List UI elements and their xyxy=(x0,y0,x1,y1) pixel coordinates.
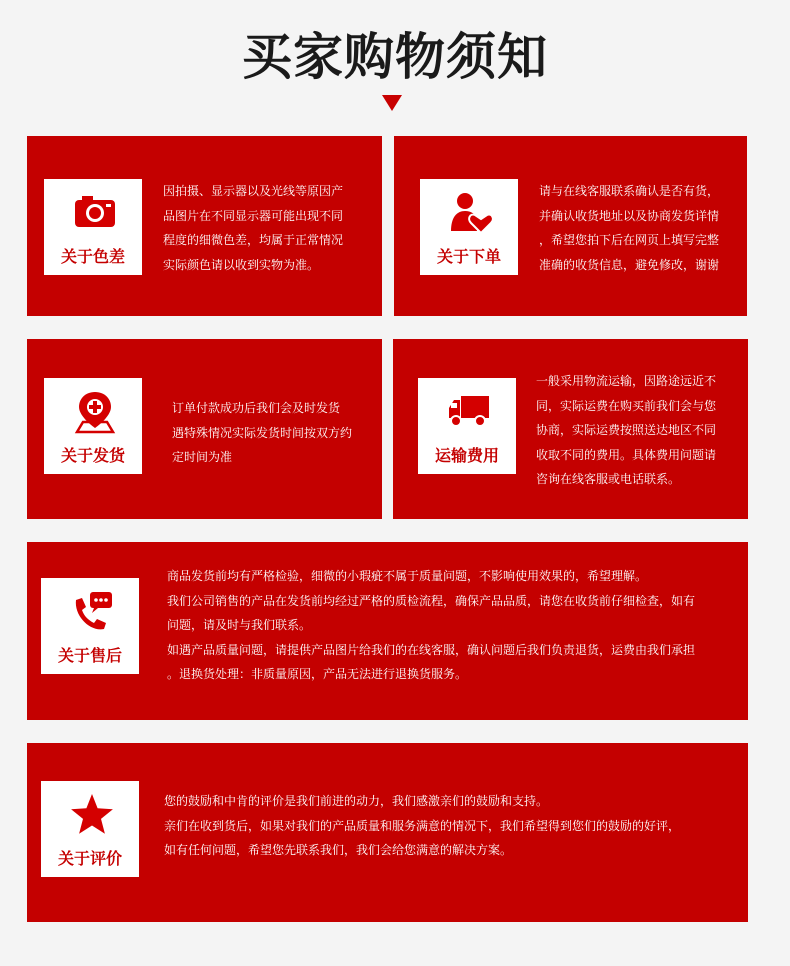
text-line: 。退换货处理：非质量原因，产品无法进行退换货服务。 xyxy=(167,667,468,681)
card-freight xyxy=(393,339,748,519)
card-after-sales xyxy=(27,542,748,720)
icon-box-reviews xyxy=(41,781,139,877)
page-title: 买家购物须知 xyxy=(242,27,548,86)
card-label: 关于评价 xyxy=(57,849,122,868)
icon-box-after-sales xyxy=(41,578,139,674)
person-heart-icon xyxy=(449,191,493,235)
text-line: 我们公司销售的产品在发货前均经过严格的质检流程，确保产品品质，请您在收货前仔细检查，如有 xyxy=(167,593,696,608)
text-line: 程度的细微色差，均属于正常情况 xyxy=(163,233,344,247)
card-text xyxy=(163,179,343,277)
arrow-down-icon xyxy=(382,95,402,111)
card-text xyxy=(167,564,695,687)
text-line: 实际颜色请以收到实物为准。 xyxy=(163,257,320,272)
camera-icon xyxy=(73,191,117,231)
text-line: 准确的收货信息，避免修改，谢谢 xyxy=(539,257,720,272)
text-line: 收取不同的费用。具体费用问题请 xyxy=(536,447,717,462)
text-line: 协商，实际运费按照送达地区不同 xyxy=(536,423,717,437)
text-line: 并确认收货地址以及协商发货详情 xyxy=(539,208,720,223)
text-line: 商品发货前均有严格检验，细微的小瑕疵不属于质量问题，不影响使用效果的，希望理解。 xyxy=(167,569,648,583)
card-label: 关于发货 xyxy=(60,446,125,465)
card-label: 关于售后 xyxy=(57,646,122,665)
icon-box-color-diff xyxy=(44,179,142,275)
text-line: 您的鼓励和中肯的评价是我们前进的动力，我们感激亲们的鼓励和支持。 xyxy=(164,794,549,808)
text-line: 亲们在收到货后，如果对我们的产品质量和服务满意的情况下，我们希望得到您们的鼓励的好评， xyxy=(164,818,681,833)
text-line: 因拍摄、显示器以及光线等原因产 xyxy=(163,184,344,198)
text-line: ，希望您拍下后在网页上填写完整 xyxy=(539,233,720,247)
icon-box-shipping xyxy=(44,378,142,474)
card-shipping xyxy=(27,339,382,519)
phone-chat-icon xyxy=(70,590,116,634)
card-label: 运输费用 xyxy=(434,446,499,465)
card-label: 关于下单 xyxy=(436,247,501,266)
location-pin-icon xyxy=(73,390,117,434)
card-ordering xyxy=(394,136,747,316)
text-line: 如有任何问题，希望您先联系我们，我们会给您满意的解决方案。 xyxy=(164,843,513,857)
icon-box-ordering xyxy=(420,179,518,275)
text-line: 请与在线客服联系确认是否有货， xyxy=(539,184,720,198)
card-color-diff xyxy=(27,136,382,316)
star-icon xyxy=(70,793,114,835)
text-line: 如遇产品质量问题，请提供产品图片给我们的在线客服，确认问题后我们负责退货，运费由我们承担 xyxy=(167,642,696,657)
card-text xyxy=(539,179,719,277)
text-line: 订单付款成功后我们会及时发货 xyxy=(172,401,341,415)
text-line: 品图片在不同显示器可能出现不同 xyxy=(163,208,344,223)
text-line: 问题，请及时与我们联系。 xyxy=(167,618,312,632)
text-line: 定时间为准 xyxy=(172,450,233,464)
text-line: 遇特殊情况实际发货时间按双方约 xyxy=(172,425,353,440)
text-line: 咨询在线客服或电话联系。 xyxy=(536,472,681,486)
card-text xyxy=(536,369,716,492)
card-text xyxy=(172,396,352,470)
card-label: 关于色差 xyxy=(60,247,125,266)
icon-box-freight xyxy=(418,378,516,474)
text-line: 一般采用物流运输，因路途远近不 xyxy=(536,374,717,388)
text-line: 同，实际运费在购买前我们会与您 xyxy=(536,398,717,413)
card-reviews xyxy=(27,743,748,922)
card-text xyxy=(164,789,680,863)
truck-icon xyxy=(447,390,491,430)
